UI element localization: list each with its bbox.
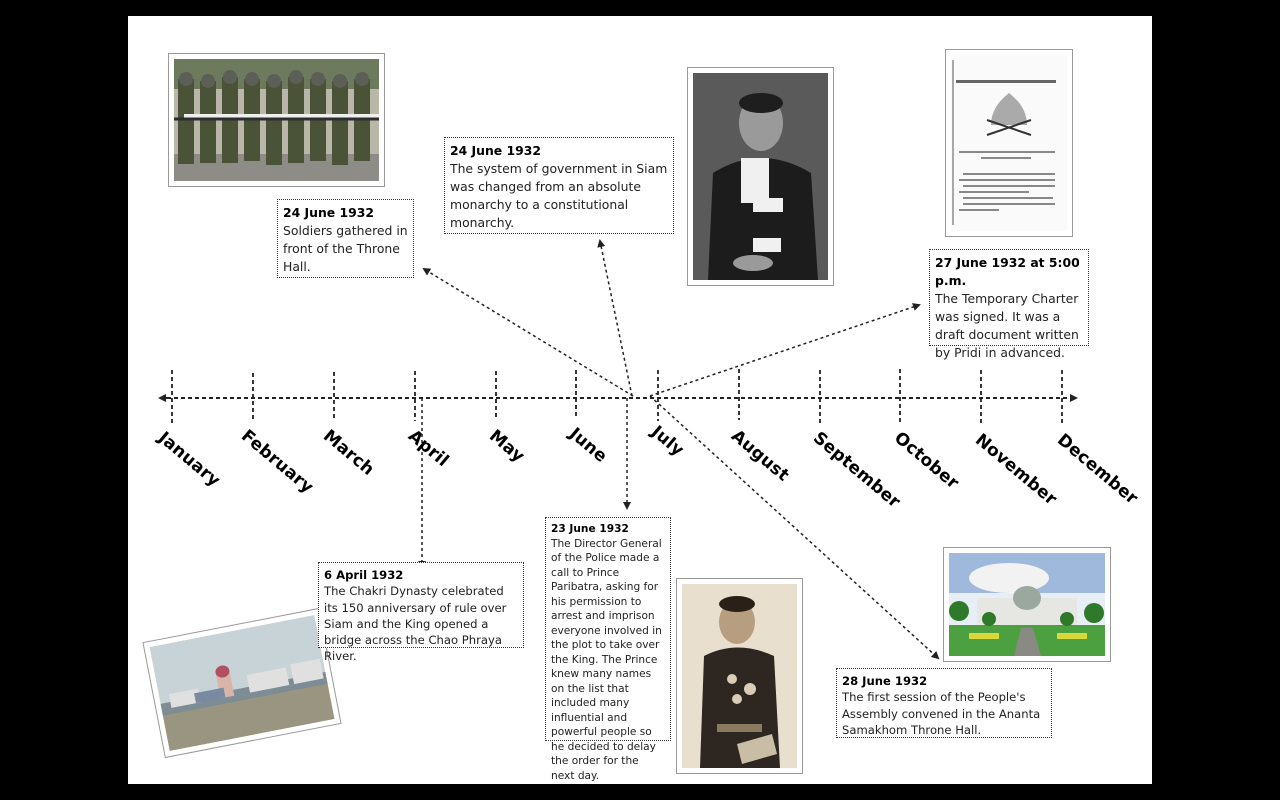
event-description: The Temporary Charter was signed. It was a draft document written by Pridi in advanced.	[935, 291, 1079, 360]
month-label-august: August	[727, 426, 793, 486]
month-label-march: March	[319, 426, 378, 480]
soldiers-marching-image	[174, 59, 379, 181]
month-label-april: April	[404, 426, 453, 472]
temporary-charter-document-photo	[945, 49, 1073, 237]
month-label-november: November	[971, 430, 1061, 510]
month-label-june: June	[565, 424, 611, 467]
event-description: The Chakri Dynasty celebrated its 150 anniversary of rule over Siam and the King opened a bridge across the Chao Phraya River.	[324, 584, 507, 664]
event-card-government-change	[444, 137, 674, 234]
month-label-september: September	[809, 428, 905, 513]
month-label-july: July	[647, 422, 688, 461]
throne-hall-image	[949, 553, 1105, 656]
event-card-police-call	[545, 517, 671, 782]
pridi-portrait-photo	[687, 67, 834, 286]
month-label-october: October	[890, 428, 963, 494]
event-date: 24 June 1932	[283, 205, 375, 220]
pridi-portrait-image	[693, 73, 828, 280]
event-card-temporary-charter	[929, 249, 1089, 360]
event-date: 6 April 1932	[324, 568, 404, 582]
event-description: The system of government in Siam was changed from an absolute monarchy to a constitutional monarchy.	[450, 161, 668, 230]
prince-paribatra-image	[682, 584, 797, 768]
event-date: 27 June 1932 at 5:00 p.m.	[935, 255, 1080, 288]
event-card-peoples-assembly	[836, 668, 1052, 738]
event-card-chakri-dynasty	[318, 562, 524, 664]
month-label-january: January	[154, 428, 224, 492]
event-date: 28 June 1932	[842, 674, 928, 688]
event-description: The Director General of the Police made a call to Prince Paribatra, asking for his permission to arrest and imprison everyone involved in the plot to take over the King. The Prince knew many names on the list that included many influential and powerful people so he decided to delay the order for the next day.	[551, 537, 662, 782]
month-label-may: May	[485, 426, 529, 467]
month-label-december: December	[1053, 430, 1142, 509]
month-label-february: February	[237, 426, 318, 498]
event-description: Soldiers gathered in front of the Throne Hall.	[283, 223, 408, 274]
soldiers-marching-photo	[168, 53, 385, 187]
event-description: The first session of the People's Assembly convened in the Ananta Samakhom Throne Hall.	[842, 690, 1041, 737]
prince-paribatra-portrait-photo	[676, 578, 803, 774]
event-date: 24 June 1932	[450, 143, 542, 158]
ananta-samakhom-throne-hall-photo	[943, 547, 1111, 662]
event-card-soldiers	[277, 199, 414, 278]
charter-document-image	[951, 55, 1067, 231]
event-date: 23 June 1932	[551, 523, 629, 535]
